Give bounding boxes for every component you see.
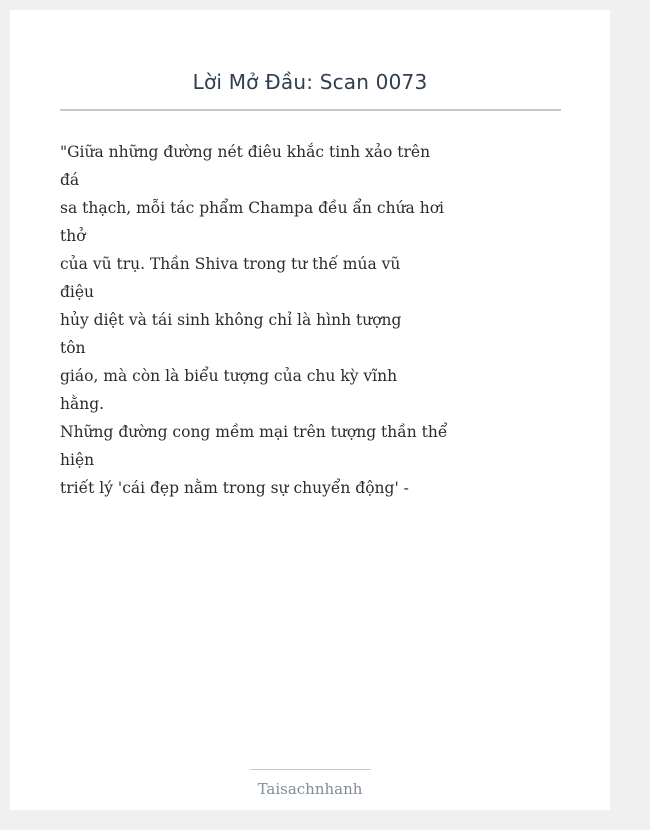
- text-line: triết lý 'cái đẹp nằm trong sự chuyển động' -: [60, 479, 409, 497]
- text-line: tôn: [60, 339, 86, 357]
- footer-divider: [250, 769, 371, 770]
- text-line: của vũ trụ. Thần Shiva trong tư thế múa vũ: [60, 255, 401, 273]
- text-line: "Giữa những đường nét điêu khắc tinh xảo trên: [60, 143, 431, 161]
- text-line: sa thạch, mỗi tác phẩm Champa đều ẩn chứa hơi: [60, 199, 444, 217]
- text-line: hằng.: [60, 395, 105, 413]
- title-divider: [60, 109, 561, 111]
- text-line: hủy diệt và tái sinh không chỉ là hình tượng: [60, 311, 402, 329]
- text-line: hiện: [60, 451, 95, 469]
- footer-brand: Taisachnhanh: [257, 780, 363, 798]
- text-line: đá: [60, 171, 80, 189]
- text-line: Những đường cong mềm mại trên tượng thần thể: [60, 423, 448, 441]
- document-page: [10, 10, 610, 810]
- text-line: thở: [60, 227, 86, 245]
- text-line: điệu: [60, 283, 95, 301]
- body-text: [60, 138, 448, 502]
- text-line: giáo, mà còn là biểu tượng của chu kỳ vĩnh: [60, 367, 398, 385]
- page-title: Lời Mở Đầu: Scan 0073: [192, 70, 428, 94]
